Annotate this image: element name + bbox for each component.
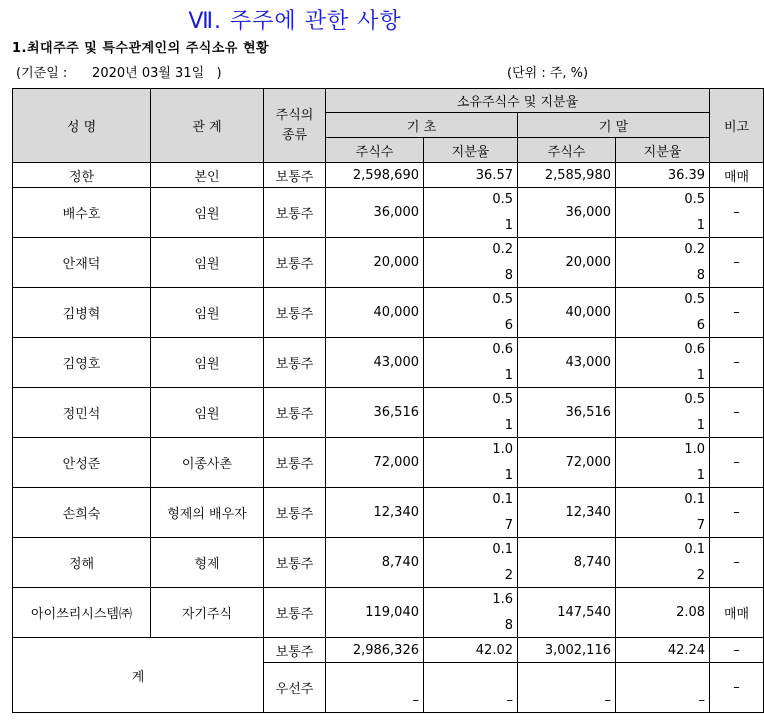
ratio-part-b: 2 bbox=[504, 568, 513, 583]
baseline-date: (기준일 : 2020년 03월 31일 ) bbox=[16, 66, 222, 81]
row-end-shares: 8,740 bbox=[518, 538, 616, 588]
row-stock-type: 보통주 bbox=[264, 288, 326, 338]
row-note: – bbox=[710, 538, 764, 588]
row-stock-type: 보통주 bbox=[264, 338, 326, 388]
table-row bbox=[13, 488, 764, 538]
header-relation: 관 계 bbox=[151, 89, 264, 163]
header-begin: 기 초 bbox=[326, 113, 518, 138]
row-end-shares: 2,585,980 bbox=[518, 163, 616, 188]
ratio-part-a: 0.1 bbox=[492, 542, 513, 557]
unit-label: (단위 : 주, %) bbox=[507, 66, 589, 81]
total-common-end-ratio: 42.24 bbox=[616, 638, 710, 663]
row-begin-shares: 20,000 bbox=[326, 238, 424, 288]
row-stock-type: 보통주 bbox=[264, 438, 326, 488]
row-relation: 본인 bbox=[151, 163, 264, 188]
total-row-common bbox=[13, 638, 764, 663]
row-relation: 형제 bbox=[151, 538, 264, 588]
row-end-shares: 43,000 bbox=[518, 338, 616, 388]
row-name: 정한 bbox=[13, 163, 151, 188]
row-end-ratio bbox=[616, 388, 710, 438]
table-row bbox=[13, 588, 764, 638]
row-begin-shares: 43,000 bbox=[326, 338, 424, 388]
row-stock-type: 보통주 bbox=[264, 488, 326, 538]
total-common-type: 보통주 bbox=[264, 638, 326, 663]
row-end-shares: 40,000 bbox=[518, 288, 616, 338]
header-stock-type: 주식의 종류 bbox=[264, 89, 326, 163]
row-stock-type: 보통주 bbox=[264, 163, 326, 188]
row-begin-ratio bbox=[424, 538, 518, 588]
ratio-part-b: 6 bbox=[504, 318, 513, 333]
table-row bbox=[13, 238, 764, 288]
ratio-part-b: 6 bbox=[696, 318, 706, 333]
ratio-part-b: 8 bbox=[504, 268, 513, 283]
ratio-part-a: 0.1 bbox=[492, 492, 513, 507]
ratio-part-a: 0.1 bbox=[684, 492, 706, 507]
row-name: 김병혁 bbox=[13, 288, 151, 338]
row-begin-ratio bbox=[424, 188, 518, 238]
total-common-end-shares: 3,002,116 bbox=[518, 638, 616, 663]
total-preferred-end-shares: – bbox=[518, 663, 616, 713]
ratio-part-a: 0.5 bbox=[492, 292, 513, 307]
row-name: 정민석 bbox=[13, 388, 151, 438]
header-begin-ratio: 지분율 bbox=[424, 138, 518, 163]
row-stock-type: 보통주 bbox=[264, 238, 326, 288]
row-stock-type: 보통주 bbox=[264, 538, 326, 588]
row-end-shares: 36,516 bbox=[518, 388, 616, 438]
row-name: 정해 bbox=[13, 538, 151, 588]
row-begin-shares: 8,740 bbox=[326, 538, 424, 588]
total-common-begin-ratio: 42.02 bbox=[424, 638, 518, 663]
row-note: 매매 bbox=[710, 163, 764, 188]
ratio-part-b: 1 bbox=[696, 368, 706, 383]
row-relation: 이종사촌 bbox=[151, 438, 264, 488]
ratio-part-a: 1.6 bbox=[492, 592, 513, 607]
row-name: 안성준 bbox=[13, 438, 151, 488]
row-begin-ratio bbox=[424, 388, 518, 438]
table-row bbox=[13, 163, 764, 188]
ratio-part-b: 1 bbox=[504, 468, 513, 483]
row-end-ratio bbox=[616, 488, 710, 538]
table-row bbox=[13, 538, 764, 588]
total-preferred-end-ratio: – bbox=[616, 663, 710, 713]
ratio-part-a: 0.5 bbox=[684, 192, 706, 207]
row-name: 김영호 bbox=[13, 338, 151, 388]
row-relation: 임원 bbox=[151, 188, 264, 238]
row-name: 손희숙 bbox=[13, 488, 151, 538]
total-preferred-begin-ratio: – bbox=[424, 663, 518, 713]
row-end-shares: 12,340 bbox=[518, 488, 616, 538]
header-holdings: 소유주식수 및 지분율 bbox=[326, 89, 710, 113]
ratio-part-b: 7 bbox=[696, 518, 706, 533]
row-stock-type: 보통주 bbox=[264, 188, 326, 238]
row-begin-shares: 40,000 bbox=[326, 288, 424, 338]
header-note: 비고 bbox=[710, 89, 764, 163]
row-note: – bbox=[710, 438, 764, 488]
table-row bbox=[13, 438, 764, 488]
table-row bbox=[13, 338, 764, 388]
ratio-part-b: 1 bbox=[696, 468, 706, 483]
header-end-shares: 주식수 bbox=[518, 138, 616, 163]
ratio-part-a: 0.5 bbox=[492, 392, 513, 407]
row-begin-ratio bbox=[424, 238, 518, 288]
total-preferred-begin-shares: – bbox=[326, 663, 424, 713]
row-end-ratio bbox=[616, 338, 710, 388]
row-end-ratio: 36.39 bbox=[616, 163, 710, 188]
row-note: – bbox=[710, 488, 764, 538]
row-end-ratio bbox=[616, 438, 710, 488]
section-title: Ⅶ. 주주에 관한 사항 bbox=[188, 9, 402, 34]
row-end-shares: 36,000 bbox=[518, 188, 616, 238]
ratio-part-a: 0.6 bbox=[492, 342, 513, 357]
header-end: 기 말 bbox=[518, 113, 710, 138]
row-name: 아이쓰리시스템㈜ bbox=[13, 588, 151, 638]
row-note: – bbox=[710, 288, 764, 338]
ratio-part-b: 8 bbox=[504, 618, 513, 633]
row-begin-ratio bbox=[424, 588, 518, 638]
row-end-ratio bbox=[616, 238, 710, 288]
row-begin-shares: 36,516 bbox=[326, 388, 424, 438]
total-common-note: – bbox=[710, 638, 764, 663]
ratio-part-b: 1 bbox=[696, 418, 706, 433]
row-end-ratio bbox=[616, 538, 710, 588]
ratio-part-a: 0.6 bbox=[684, 342, 706, 357]
row-end-ratio: 2.08 bbox=[616, 588, 710, 638]
row-begin-shares: 12,340 bbox=[326, 488, 424, 538]
row-relation: 임원 bbox=[151, 288, 264, 338]
ratio-part-a: 1.0 bbox=[492, 442, 513, 457]
ratio-part-b: 1 bbox=[504, 368, 513, 383]
table-row bbox=[13, 288, 764, 338]
row-relation: 임원 bbox=[151, 338, 264, 388]
ratio-part-b: 1 bbox=[504, 218, 513, 233]
row-name: 안재덕 bbox=[13, 238, 151, 288]
ratio-part-a: 0.5 bbox=[684, 292, 706, 307]
row-relation: 임원 bbox=[151, 238, 264, 288]
row-note: – bbox=[710, 188, 764, 238]
row-relation: 자기주식 bbox=[151, 588, 264, 638]
ratio-part-a: 0.5 bbox=[684, 392, 706, 407]
row-end-shares: 147,540 bbox=[518, 588, 616, 638]
ratio-part-a: 0.1 bbox=[684, 542, 706, 557]
row-relation: 임원 bbox=[151, 388, 264, 438]
row-end-ratio bbox=[616, 188, 710, 238]
row-begin-shares: 72,000 bbox=[326, 438, 424, 488]
ratio-part-b: 7 bbox=[504, 518, 513, 533]
row-note: 매매 bbox=[710, 588, 764, 638]
total-preferred-note: – bbox=[710, 663, 764, 713]
row-begin-ratio: 36.57 bbox=[424, 163, 518, 188]
row-begin-ratio bbox=[424, 438, 518, 488]
table-row bbox=[13, 188, 764, 238]
total-preferred-type: 우선주 bbox=[264, 663, 326, 713]
table-row bbox=[13, 388, 764, 438]
row-name: 배수호 bbox=[13, 188, 151, 238]
ratio-part-b: 1 bbox=[504, 418, 513, 433]
header-begin-shares: 주식수 bbox=[326, 138, 424, 163]
header-name: 성 명 bbox=[13, 89, 151, 163]
row-note: – bbox=[710, 238, 764, 288]
row-end-ratio bbox=[616, 288, 710, 338]
table-subtitle: 1.최대주주 및 특수관계인의 주식소유 현황 bbox=[12, 41, 270, 56]
row-begin-shares: 36,000 bbox=[326, 188, 424, 238]
header-end-ratio: 지분율 bbox=[616, 138, 710, 163]
ratio-part-a: 0.2 bbox=[684, 242, 706, 257]
total-label: 계 bbox=[13, 638, 264, 713]
row-end-shares: 20,000 bbox=[518, 238, 616, 288]
row-begin-shares: 119,040 bbox=[326, 588, 424, 638]
ratio-part-b: 1 bbox=[696, 218, 706, 233]
row-stock-type: 보통주 bbox=[264, 388, 326, 438]
row-begin-ratio bbox=[424, 488, 518, 538]
row-begin-ratio bbox=[424, 288, 518, 338]
row-note: – bbox=[710, 388, 764, 438]
row-begin-shares: 2,598,690 bbox=[326, 163, 424, 188]
ratio-part-a: 0.5 bbox=[492, 192, 513, 207]
ratio-part-a: 1.0 bbox=[684, 442, 706, 457]
row-relation: 형제의 배우자 bbox=[151, 488, 264, 538]
row-begin-ratio bbox=[424, 338, 518, 388]
shareholder-table bbox=[12, 88, 764, 713]
row-end-shares: 72,000 bbox=[518, 438, 616, 488]
row-note: – bbox=[710, 338, 764, 388]
ratio-part-b: 2 bbox=[696, 568, 706, 583]
ratio-part-b: 8 bbox=[696, 268, 706, 283]
row-stock-type: 보통주 bbox=[264, 588, 326, 638]
total-common-begin-shares: 2,986,326 bbox=[326, 638, 424, 663]
ratio-part-a: 0.2 bbox=[492, 242, 513, 257]
